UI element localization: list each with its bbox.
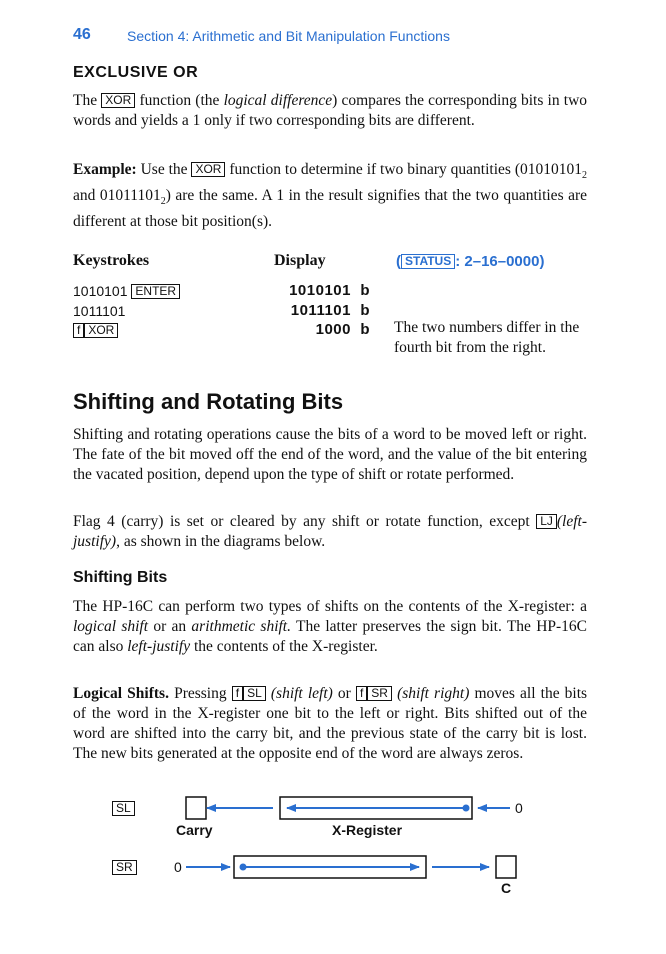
display-value: 1000 b (315, 321, 370, 338)
sr-key: SR (112, 860, 137, 875)
result-note: The two numbers differ in the fourth bit from the right. (394, 319, 580, 356)
page-number: 46 (73, 26, 91, 43)
status-key: STATUS (401, 254, 455, 269)
shifting-heading: Shifting and Rotating Bits (73, 389, 344, 414)
xor-key: XOR (84, 323, 118, 338)
xor-example-paragraph: Example: Use the XOR function to determine if two binary quantities ($01010101_2$ and $01011101_2$) are the same. A 1 in the result signifies that the two quantities are different at those bit position(s). (73, 161, 587, 231)
xor-key: XOR (191, 162, 225, 177)
logical-shifts-paragraph: Logical Shifts. Pressing f SL (shift left) or f SR (shift right) moves all the bits of the word in the X-register one bit to the left or right. Bits shifted out of the word are shifted into the carry bit, and the previous state of the carry bit is lost. The new bits generated at the opposite end of the word are always zeros. (73, 685, 588, 762)
sl-key: SL (112, 801, 135, 816)
carry-label: Carry (176, 822, 213, 838)
zero-label: 0 (174, 859, 182, 875)
section-title: Section 4: Arithmetic and Bit Manipulation Functions (127, 28, 450, 44)
shift-types-paragraph: The HP-16C can perform two types of shifts on the contents of the X-register: a logical shift or an arithmetic shift. The latter preserves the sign bit. The HP-16C can also left-justify the contents of the X-register. (73, 598, 588, 655)
f-key: f (232, 686, 243, 701)
keystrokes-column-header: Keystrokes (73, 252, 150, 269)
keystroke-row: 1010101 ENTER (73, 283, 180, 299)
carry-box (496, 856, 516, 878)
xor-heading: EXCLUSIVE OR (73, 64, 199, 81)
carry-box (186, 797, 206, 819)
x-register-label: X-Register (332, 822, 403, 838)
enter-key: ENTER (131, 284, 180, 299)
xor-key: XOR (101, 93, 135, 108)
display-value: 1010101 b (289, 282, 370, 299)
status-note: ( STATUS : 2–16–0000) (396, 253, 545, 270)
bit-dot (463, 805, 470, 812)
xor-intro-paragraph: The XOR function (the logical difference) compares the corresponding bits in two words and yields a 1 only if two corresponding bits are different. (73, 92, 588, 129)
zero-label: 0 (515, 800, 523, 816)
f-key: f (356, 686, 367, 701)
lj-key: LJ (536, 514, 557, 529)
sr-key: SR (367, 686, 392, 701)
c-label: C (501, 880, 512, 896)
display-column-header: Display (274, 252, 326, 269)
sl-key: SL (243, 686, 266, 701)
shifting-paragraph: Shifting and rotating operations cause the bits of a word to be moved left or right. The fate of the bit moved off the end of the word, and the value of the bit entering the vacated position, depend upon the type of shift or rotate performed. (73, 426, 587, 483)
shifting-bits-heading: Shifting Bits (73, 569, 168, 586)
flag-paragraph: Flag 4 (carry) is set or cleared by any shift or rotate function, except LJ (left-justify), as shown in the diagrams below. (73, 513, 587, 550)
f-key: f (73, 323, 84, 338)
keystroke-row: 1011101 (73, 303, 126, 319)
display-value: 1011101 b (290, 302, 370, 319)
